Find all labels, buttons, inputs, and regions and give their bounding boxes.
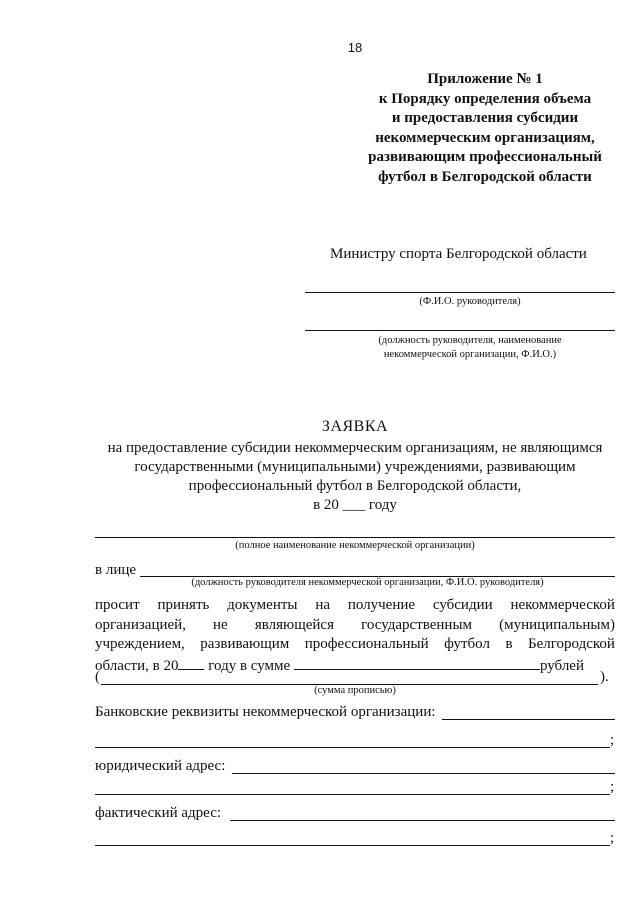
subtitle-line: на предоставление субсидии некоммерческим организациям, не являющимся xyxy=(107,440,603,456)
word: в xyxy=(505,636,513,652)
application-subtitle xyxy=(70,439,640,515)
bank-field-line-2[interactable] xyxy=(95,747,610,748)
fio-field-line[interactable] xyxy=(305,292,615,293)
page-number: 18 xyxy=(347,40,363,55)
request-paragraph xyxy=(95,596,615,676)
word: получение xyxy=(347,597,416,613)
appendix-line: и предоставления субсидии xyxy=(391,110,579,126)
bank-field-line[interactable] xyxy=(442,719,615,720)
subtitle-line: государственными (муниципальными) учреждениями, развивающим xyxy=(134,459,576,475)
word: не xyxy=(213,616,228,633)
addressee-to: Министру спорта Белгородской области xyxy=(330,246,587,262)
actual-address-field-line-2[interactable] xyxy=(95,845,610,846)
word: учреждением, xyxy=(95,636,185,652)
word: футбол xyxy=(444,636,490,652)
word: субсидии xyxy=(432,597,493,613)
word: некоммерческой xyxy=(510,597,615,613)
application-title: ЗАЯВКА xyxy=(321,418,389,435)
word: развивающим xyxy=(200,636,290,652)
org-name-caption: (полное наименование некоммерческой организации) xyxy=(235,540,475,551)
position-caption-line: некоммерческой организации, Ф.И.О.) xyxy=(383,349,557,360)
sum-label: году в сумме xyxy=(208,657,291,674)
org-name-field-line[interactable] xyxy=(95,537,615,538)
appendix-line: к Порядку определения объема xyxy=(378,90,592,107)
semicolon: ; xyxy=(610,830,615,846)
appendix-line: Приложение № 1 xyxy=(427,71,543,87)
request-line xyxy=(95,635,615,655)
word: документы xyxy=(227,597,298,613)
appendix-line: развивающим профессиональный xyxy=(368,149,602,165)
appendix-line: футбол в Белгородской области xyxy=(378,168,592,185)
in-person-label: в лице xyxy=(95,562,137,578)
actual-address-label: фактический адрес: xyxy=(95,805,222,821)
person-caption: (должность руководителя некоммерческой организации, Ф.И.О. руководителя) xyxy=(191,577,544,588)
word: (муниципальным) xyxy=(499,616,615,633)
subtitle-line: профессиональный футбол в Белгородской области, xyxy=(188,478,522,494)
actual-address-field-line[interactable] xyxy=(230,820,615,821)
paren-open: ( xyxy=(95,669,100,685)
bank-label: Банковские реквизиты некоммерческой организации: xyxy=(95,704,436,720)
subtitle-line: в 20 ___ году xyxy=(313,497,397,513)
appendix-header xyxy=(360,70,610,187)
year-prefix: области, в 20 xyxy=(95,657,179,674)
request-line xyxy=(95,616,615,636)
position-caption xyxy=(330,334,610,362)
word: являющейся xyxy=(254,616,334,633)
fio-caption: (Ф.И.О. руководителя) xyxy=(419,296,521,307)
position-field-line[interactable] xyxy=(305,330,615,331)
word: просит xyxy=(95,597,140,613)
legal-address-field-line-2[interactable] xyxy=(95,794,610,795)
legal-address-field-line[interactable] xyxy=(232,773,615,774)
word: принять xyxy=(157,597,210,613)
semicolon: ; xyxy=(610,779,615,795)
sum-field[interactable] xyxy=(294,655,540,670)
request-line xyxy=(95,596,615,616)
year-field[interactable] xyxy=(178,655,204,670)
position-caption-line: (должность руководителя, наименование xyxy=(378,335,562,346)
word: профессиональный xyxy=(304,636,429,652)
appendix-line: некоммерческим организациям, xyxy=(375,129,595,146)
semicolon: ; xyxy=(610,732,615,748)
word: на xyxy=(315,597,330,613)
request-line xyxy=(95,655,615,677)
sum-caption: (сумма прописью) xyxy=(314,685,396,696)
word: организацией, xyxy=(95,616,186,633)
currency-label: рублей xyxy=(539,657,584,674)
legal-address-label: юридический адрес: xyxy=(95,758,226,774)
paren-close: ). xyxy=(600,669,609,685)
word: Белгородской xyxy=(528,636,615,652)
word: государственным xyxy=(361,616,473,633)
